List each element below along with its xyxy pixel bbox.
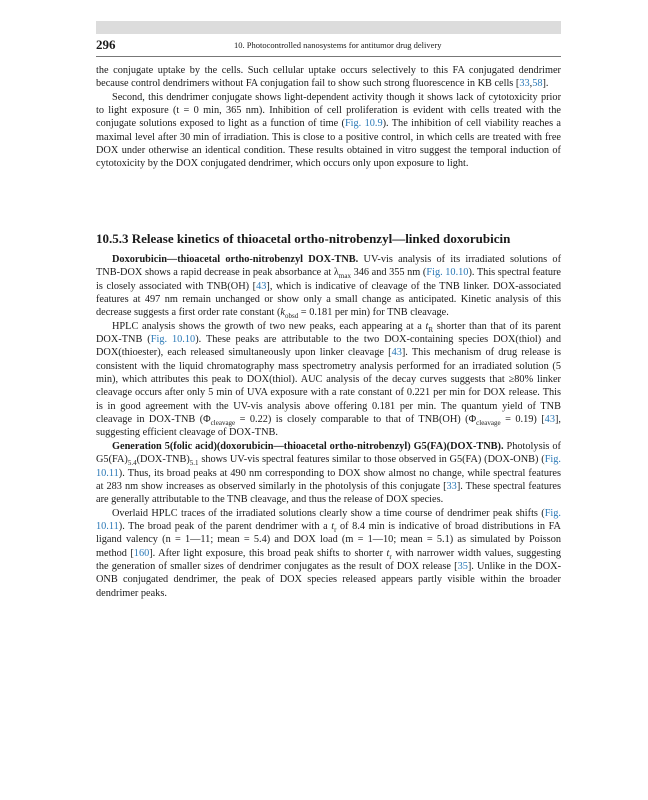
symbol: t xyxy=(425,320,429,332)
text: ]. This mechanism of drug release is consistent with the liquid chromatography mass spectrometry analysis performed for an irradiated solution (5 min), which attributes this peak to DOX(thiol). AUC analysis of the decay curves suggests that ≥80% linker cleavage occurs after only 5 min of UVA exposure with a rate constant of 0.221 per min for DOX release. This is in good agreement with the UV-vis analysis above offering 0.181 per min. The quantum yield of TNB cleavage in DOX-TNB (Φ xyxy=(96,347,561,426)
section-heading: 10.5.3 Release kinetics of thioacetal ortho-nitrobenzyl—linked doxorubicin xyxy=(96,231,511,246)
text: = 0.181 per min) for TNB cleavage. xyxy=(298,307,449,319)
subscript: cleavage xyxy=(210,419,236,428)
paragraph-3 xyxy=(96,253,561,320)
text: ]. After light exposure, this broad peak shifts to shorter xyxy=(149,547,387,559)
figure-link[interactable]: Fig. 10.9 xyxy=(344,118,383,130)
text: ]. xyxy=(542,78,549,90)
citation-link[interactable]: 58 xyxy=(532,78,543,90)
text: , xyxy=(529,78,533,90)
paragraph-4 xyxy=(96,320,561,440)
text: ], which is indicative of cleavage of the TNB linker. DOX-associated features at 497 nm remain unchanged or show only a small change as anticipated. Kinetic analysis of this decrease suggests a first order rate constant ( xyxy=(96,280,561,319)
subscript: r xyxy=(389,552,392,561)
header-rule xyxy=(96,56,561,57)
text: ). The broad peak of the parent dendrimer with a xyxy=(118,520,332,532)
citation-link[interactable]: 33 xyxy=(446,480,457,492)
text: ], suggesting efficient cleavage of DOX-TNB. xyxy=(96,414,561,439)
paragraph-6 xyxy=(96,507,561,600)
citation-link[interactable]: 160 xyxy=(133,547,150,559)
citation-link[interactable]: 35 xyxy=(457,560,468,572)
citation-link[interactable]: 43 xyxy=(544,414,555,426)
figure-link[interactable]: Fig. 10.10 xyxy=(426,267,469,279)
paragraph-5 xyxy=(96,440,561,507)
text: shorter than that of its parent DOX-TNB ( xyxy=(96,320,561,346)
page-number: 296 xyxy=(96,37,116,52)
text: shows UV-vis spectral features similar to those observed in G5(FA) (DOX-ONB) ( xyxy=(198,454,545,466)
body-text-top xyxy=(96,64,561,171)
paragraph-1 xyxy=(96,64,561,91)
text: ). Thus, its broad peaks at 490 nm corresponding to DOX show almost no change, while spectral features at 283 nm show increases as observed similarly in the photolysis of this conjugate [ xyxy=(96,467,561,492)
run-in-heading: Doxorubicin—thioacetal ortho-nitrobenzyl DOX-TNB. xyxy=(112,254,359,265)
citation-link[interactable]: 43 xyxy=(256,280,267,292)
figure-link[interactable]: Fig. 10.11 xyxy=(96,454,561,479)
text: ). This spectral feature is closely associated with TNB(OH) [ xyxy=(96,267,561,292)
text: UV-vis analysis of its irradiated solutions of TNB-DOX shows a rapid decrease in peak absorbance at λ xyxy=(96,254,562,279)
run-in-heading: Generation 5(folic acid)(doxorubicin—thioacetal ortho-nitrobenzyl) G5(FA)(DOX-TNB). xyxy=(112,440,504,452)
subscript: R xyxy=(428,325,434,334)
symbol: t xyxy=(386,547,390,559)
citation-link[interactable]: 43 xyxy=(391,347,402,359)
text: ]. These spectral features are generally attributable to the TNB cleavage, and thus the release of DOX species. xyxy=(96,480,561,506)
page-header xyxy=(96,37,561,53)
subscript: r xyxy=(334,525,337,534)
body-text-section xyxy=(96,253,561,600)
text: ). These peaks are attributable to the two DOX-containing species DOX(thiol) and DOX(thioester), each released simultaneously upon linker cleavage [ xyxy=(96,334,561,359)
subscript: 5.4 xyxy=(127,459,137,468)
subscript: max xyxy=(338,272,351,281)
subscript: obsd xyxy=(285,312,299,321)
running-head: 10. Photocontrolled nanosystems for antitumor drug delivery xyxy=(234,40,442,50)
figure-link[interactable]: Fig. 10.11 xyxy=(96,507,561,532)
subscript: cleavage xyxy=(476,419,501,428)
text: Photolysis of G5(FA) xyxy=(96,440,561,466)
figure-link[interactable]: Fig. 10.10 xyxy=(150,334,196,346)
text: Second, this dendrimer conjugate shows light-dependent activity though it shows lack of cytotoxicity prior to light exposure (t = 0 min, 365 nm). Inhibition of cell proliferation is evident with cells treated with the conjugate solutions exposed to light as a function of time ( xyxy=(96,91,561,130)
text: the conjugate uptake by the cells. Such cellular uptake occurs selectively to this FA conjugated dendrimer because control dendrimers without FA conjugation fail to show such strong fluorescence in KB cells [ xyxy=(96,65,561,90)
text: (DOX-TNB) xyxy=(136,454,190,466)
text: ). The inhibition of cell viability reaches a maximal level after 30 min of irradiation. This is close to a positive control, in which cells are treated with free DOX under otherwise an identical condition. These results obtained in vitro suggest the temporal induction of cytotoxicity by the DOX conjugated dendrimer, which occurs only upon exposure to light. xyxy=(96,118,562,170)
text: with narrower width values, suggesting the generation of smaller sizes of dendrimer conjugates as the result of DOX release [ xyxy=(96,547,561,572)
subscript: 5.1 xyxy=(189,459,199,468)
text: HPLC analysis shows the growth of two new peaks, each appearing at a xyxy=(112,320,426,332)
paragraph-2 xyxy=(96,91,561,171)
text: Overlaid HPLC traces of the irradiated solutions clearly show a time course of dendrimer peak shifts ( xyxy=(112,507,545,519)
text: of 8.4 min is indicative of broad distributions in FA ligand valency (n = 1—11; mean = 5.4) and DOX load (m = 1—10; mean = 5.1) as simulated by Poisson method [ xyxy=(96,520,561,559)
symbol: k xyxy=(280,307,285,319)
text: 346 and 355 nm ( xyxy=(350,267,427,279)
header-bar xyxy=(96,21,561,34)
text: = 0.22) is closely comparable to that of TNB(OH) (Φ xyxy=(235,414,477,426)
symbol: t xyxy=(331,520,335,532)
text: = 0.19) [ xyxy=(500,414,545,426)
citation-link[interactable]: 33 xyxy=(519,78,530,90)
text: ]. Unlike in the DOX-ONB conjugated dendrimer, the peak of DOX species released appears partly visible within the broader dendrimer peaks. xyxy=(96,560,562,599)
